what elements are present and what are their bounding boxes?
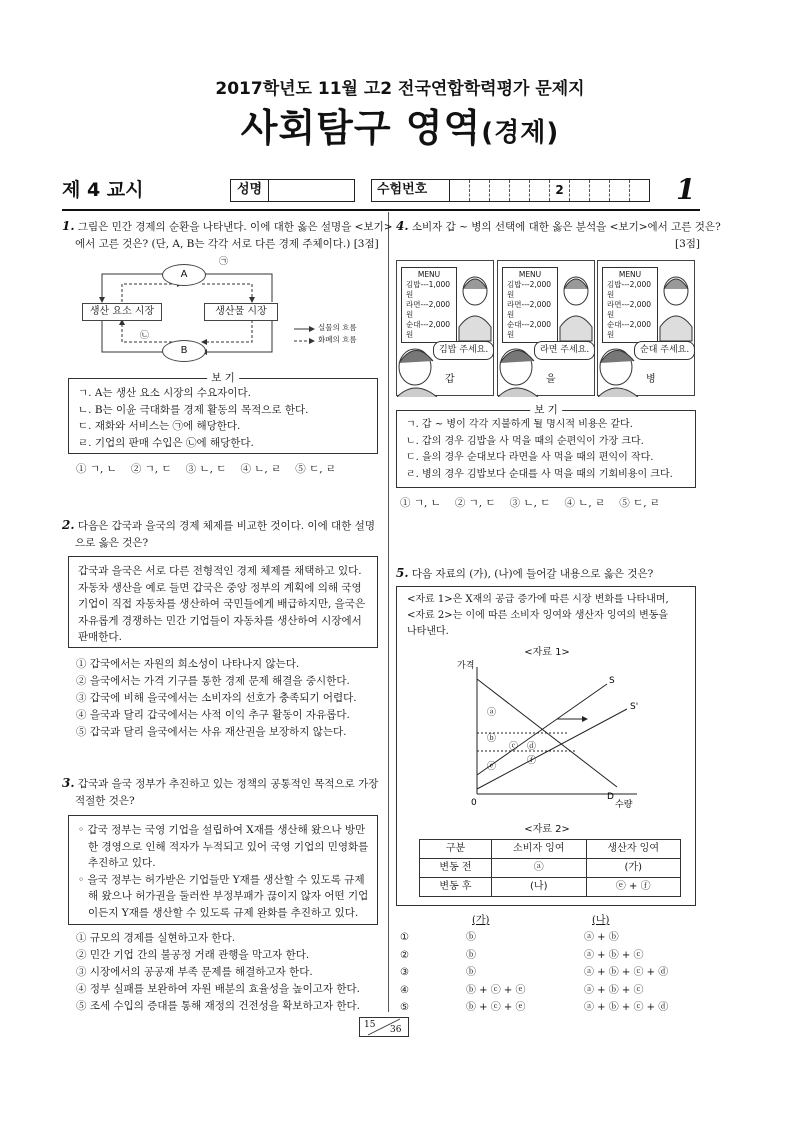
bogi-item: ㄷ. 을의 경우 순대보다 라면을 사 먹을 때의 편익이 작다. [406, 452, 654, 463]
exam-digit-cell: 2 [550, 180, 570, 201]
choice-1[interactable]: ① ㄱ, ㄴ [76, 463, 117, 475]
product-market-box: 생산물 시장 [204, 303, 278, 321]
origin-label: 0 [471, 798, 477, 808]
question-5-stem [396, 565, 700, 583]
answer-cell: ⓑ + ⓒ + ⓔ [466, 1002, 526, 1013]
exam-digit-cell [610, 180, 630, 201]
answer-header-ga: (가) [472, 915, 490, 926]
question-number: 5. [396, 566, 409, 580]
answer-number: ③ [400, 967, 409, 978]
intro-line: <자료 2>는 이에 따른 소비자 잉여와 생산자 잉여의 변동을 [407, 610, 669, 621]
name-field [230, 179, 355, 202]
choice-2[interactable]: ② ㄱ, ㄷ [130, 463, 172, 475]
bogi-item: ㄴ. B는 이윤 극대화를 경제 활동의 목적으로 한다. [78, 403, 309, 416]
stem-text: 다음은 갑국과 을국의 경제 체제를 비교한 것이다. 이에 대한 설명 [77, 520, 375, 532]
exam-digit-cell [630, 180, 649, 201]
menu-title: MENU [518, 270, 542, 279]
answer-number: ④ [400, 984, 409, 996]
cartoon-strip [396, 260, 696, 396]
person-label: 갑 [445, 374, 455, 385]
question-1-stem [62, 218, 393, 253]
table-cell: (가) [586, 859, 681, 878]
question-number: 4. [396, 219, 409, 233]
choice-1[interactable]: ① 규모의 경제를 실현하고자 한다. [76, 932, 236, 944]
choice-3[interactable]: ③ 갑국에 비해 을국에서는 소비자의 선호가 충족되기 어렵다. [76, 692, 357, 704]
bogi-item: ㄱ. A는 생산 요소 시장의 수요자이다. [78, 387, 251, 399]
menu-item: 라면---2,000원 [607, 300, 652, 319]
agent-a: A [162, 264, 206, 286]
bogi-label: 보 기 [530, 402, 562, 419]
answer-row[interactable] [400, 947, 700, 965]
cartoon-panel [396, 260, 494, 396]
stem-text: 다음 자료의 (가), (나)에 들어갈 내용으로 옳은 것은? [411, 568, 654, 580]
q5-data-box [396, 586, 696, 906]
x-axis-label: 수량 [615, 800, 633, 809]
region-label: ⓑ [487, 734, 497, 744]
mark-giyeok: ㉠ [219, 257, 229, 267]
passage-line: 기업이 직접 자동차를 생산하여 국민들에게 배급하지만, 을국은 [78, 598, 366, 610]
column-divider [388, 212, 389, 1012]
choice-5[interactable]: ⑤ 조세 수입의 증대를 통해 재정의 건전성을 확보하고자 한다. [76, 1000, 360, 1012]
page-number: 1 [676, 173, 696, 206]
answer-number: ① [400, 932, 409, 943]
total-pages: 36 [390, 1025, 402, 1035]
figure-2-title: <자료 2> [524, 824, 570, 835]
answer-row[interactable] [400, 982, 700, 1000]
question-4-stem [396, 218, 721, 253]
header-rule [62, 209, 700, 211]
answer-cell: ⓑ [466, 932, 476, 943]
exam-number-field [371, 179, 650, 202]
exam-digit-cell [570, 180, 590, 201]
stem-text: 으로 옳은 것은? [75, 537, 149, 549]
passage-line: 자동차 생산을 예로 들면 갑국은 중앙 정부의 계획에 의해 국영 [78, 581, 362, 594]
choice-1[interactable]: ① 갑국에서는 자원의 희소성이 나타나지 않는다. [76, 658, 300, 670]
graph-svg [457, 659, 647, 809]
choice-4[interactable]: ④ ㄴ, ㄹ [564, 497, 606, 509]
answer-cell: ⓐ + ⓑ + ⓒ [584, 984, 644, 996]
supply-demand-graph [457, 659, 647, 809]
choice-4[interactable]: ④ 정부 실패를 보완하여 자원 배분의 효율성을 높이고자 한다. [76, 983, 360, 995]
q4-bogi-box [396, 404, 696, 488]
menu-item: 순대---2,000원 [607, 320, 652, 339]
passage-line: ◦ 갑국 정부는 국영 기업을 설립하여 X재를 생산해 왔으나 방만 [78, 824, 366, 836]
title-subject: (경제) [481, 118, 560, 148]
answer-cell: ⓐ + ⓑ + ⓒ + ⓓ [584, 967, 669, 978]
supply-label: S [609, 676, 615, 686]
answer-row[interactable] [400, 929, 700, 947]
demand-label: D [607, 792, 614, 802]
menu-item: 순대---2,000원 [406, 320, 451, 339]
factor-market-box: 생산 요소 시장 [82, 303, 162, 321]
menu-item: 김밥---2,000원 [507, 280, 552, 299]
choice-3[interactable]: ③ ㄴ, ㄷ [185, 463, 227, 475]
passage-line: 갑국과 을국은 서로 다른 전형적인 경제 체제를 채택하고 있다. [78, 565, 362, 577]
table-header: 구분 [420, 840, 492, 859]
legend-money: 화폐의 흐름 [318, 335, 357, 344]
answer-header-row [400, 912, 700, 929]
bogi-item: ㄷ. 재화와 서비스는 ㉠에 해당한다. [78, 420, 241, 432]
question-number: 3. [62, 776, 75, 790]
answer-row[interactable] [400, 964, 700, 982]
menu-title: MENU [417, 270, 441, 279]
q2-passage-box [68, 556, 378, 648]
choice-1[interactable]: ① ㄱ, ㄴ [400, 497, 441, 509]
passage-line: ◦ 을국 정부는 허가받은 기업들만 Y재를 생산할 수 있도록 규제 [78, 873, 365, 886]
q2-choices [76, 656, 381, 741]
exam-digit-cell [530, 180, 550, 201]
question-2-stem [62, 517, 380, 552]
exam-digit-cell [470, 180, 490, 201]
period-label: 제 4 교시 [62, 179, 144, 201]
page-counter [359, 1017, 409, 1037]
intro-line: 나타낸다. [407, 626, 449, 637]
question-3-stem [62, 775, 380, 810]
name-label: 성명 [231, 180, 269, 201]
answer-cell: ⓑ [466, 949, 476, 961]
region-label: ⓒ [509, 742, 519, 752]
speech-bubble: 라면 주세요. [534, 341, 595, 360]
q1-bogi-box [68, 372, 378, 454]
table-cell: 변동 후 [420, 878, 492, 897]
table-cell: 변동 전 [420, 859, 492, 878]
person-label: 병 [646, 374, 656, 385]
y-axis-label: 가격 [457, 661, 475, 671]
answer-header-na: (나) [592, 915, 610, 926]
exam-digit-cell [590, 180, 610, 201]
passage-line: 한 경영으로 인해 적자가 누적되고 있어 국영 기업의 민영화를 [88, 840, 369, 853]
choice-4[interactable]: ④ ㄴ, ㄹ [240, 463, 282, 475]
bogi-item: ㄹ. 기업의 판매 수입은 ㉡에 해당한다. [78, 436, 254, 449]
answer-row[interactable] [400, 999, 700, 1017]
choice-2[interactable]: ② 을국에서는 가격 기구를 통한 경제 문제 해결을 중시한다. [76, 675, 350, 687]
stem-text: 소비자 갑 ~ 병의 선택에 대한 옳은 분석을 <보기>에서 고른 것은? [411, 221, 721, 233]
choice-2[interactable]: ② ㄱ, ㄷ [454, 497, 496, 509]
surplus-table [419, 839, 681, 897]
choice-4[interactable]: ④ 을국과 달리 갑국에서는 사적 이익 추구 활동이 자유롭다. [76, 709, 350, 721]
exam-digit-cell [510, 180, 530, 201]
menu-item: 김밥---2,000원 [607, 280, 652, 299]
passage-line: 판매한다. [78, 631, 122, 643]
menu-item: 라면---2,000원 [507, 300, 552, 319]
table-row [420, 859, 681, 878]
passage-line: 자유롭게 경쟁하는 민간 기업들이 자동차를 생산하여 시장에서 [78, 614, 362, 627]
exam-digit-cell [450, 180, 470, 201]
table-header: 소비자 잉여 [492, 840, 587, 859]
answer-number: ⑤ [400, 1002, 409, 1013]
stem-text: 에서 고른 것은? (단, A, B는 각각 서로 다른 경제 주체이다.) [3점] [75, 238, 379, 250]
choice-5[interactable]: ⑤ ㄷ, ㄹ [619, 497, 661, 509]
stem-text: 갑국과 을국 정부가 추진하고 있는 정책의 공통적인 목적으로 가장 [77, 778, 379, 790]
speech-bubble: 순대 주세요. [634, 341, 695, 360]
speech-bubble: 김밥 주세요. [433, 341, 494, 360]
menu-item: 라면---2,000원 [406, 300, 451, 319]
table-header: 생산자 잉여 [586, 840, 681, 859]
choice-3[interactable]: ③ 시장에서의 공공재 부족 문제를 해결하고자 한다. [76, 966, 313, 978]
person-label: 을 [546, 374, 556, 385]
mark-nieun: ㉡ [140, 331, 150, 341]
legend-real: 실물의 흐름 [318, 323, 357, 332]
table-row [420, 878, 681, 897]
intro-line: <자료 1>은 X재의 공급 증가에 따른 시장 변화를 나타내며, [407, 594, 669, 605]
answer-cell: ⓑ + ⓒ + ⓔ [466, 984, 526, 996]
cartoon-panel [597, 260, 695, 396]
question-number: 1. [62, 219, 75, 233]
menu-title: MENU [618, 270, 642, 279]
exam-subtitle: 2017학년도 11월 고2 전국연합학력평가 문제지 [215, 79, 585, 99]
q5-intro [407, 592, 689, 640]
stem-text: 그림은 민간 경제의 순환을 나타낸다. 이에 대한 옳은 설명을 <보기> [77, 221, 393, 233]
region-label: ⓓ [527, 742, 537, 752]
bogi-item: ㄴ. 갑의 경우 김밥을 사 먹을 때의 순편익이 가장 크다. [406, 435, 644, 447]
title-main: 사회탐구 영역 [240, 106, 482, 150]
answer-number: ② [400, 949, 409, 961]
choice-2[interactable]: ② 민간 기업 간의 불공정 거래 관행을 막고자 한다. [76, 949, 310, 961]
bogi-label: 보 기 [207, 370, 239, 387]
circular-flow-diagram [82, 256, 372, 364]
agent-b: B [162, 340, 206, 362]
menu-item: 순대---2,000원 [507, 320, 552, 339]
table-header-row [420, 840, 681, 859]
region-label: ⓐ [487, 708, 497, 718]
table-cell: ⓔ + ⓕ [586, 878, 681, 897]
exam-title [0, 101, 800, 156]
table-cell: ⓐ [492, 859, 587, 878]
choice-5[interactable]: ⑤ ㄷ, ㄹ [295, 463, 337, 475]
cartoon-panel [497, 260, 595, 396]
choice-3[interactable]: ③ ㄴ, ㄷ [509, 497, 551, 509]
q3-passage-box [68, 815, 378, 925]
answer-cell: ⓑ [466, 967, 476, 978]
passage-line: 추진하고 있다. [88, 857, 156, 869]
exam-digit-cell [490, 180, 510, 201]
q4-choices [400, 496, 700, 511]
exam-number-label: 수험번호 [372, 180, 450, 201]
current-page: 15 [364, 1020, 376, 1030]
supply-shifted-label: S' [630, 702, 639, 712]
bogi-item: ㄹ. 병의 경우 김밥보다 순대를 사 먹을 때의 기회비용이 크다. [406, 468, 673, 480]
answer-cell: ⓐ + ⓑ [584, 932, 619, 943]
q3-choices [76, 930, 381, 1015]
stem-text: 적절한 것은? [75, 795, 135, 807]
q5-answer-grid [400, 912, 700, 1017]
region-label: ⓔ [487, 762, 497, 772]
question-number: 2. [62, 518, 75, 532]
table-cell: (나) [492, 878, 587, 897]
passage-line: 이든지 Y재를 생산할 수 있도록 규제 완화를 추진하고 있다. [88, 906, 359, 919]
points-label: [3점] [674, 238, 700, 250]
choice-5[interactable]: ⑤ 갑국과 달리 을국에서는 사유 재산권을 보장하지 않는다. [76, 726, 347, 738]
answer-cell: ⓐ + ⓑ + ⓒ + ⓓ [584, 1002, 669, 1013]
q1-choices [76, 462, 376, 477]
answer-cell: ⓐ + ⓑ + ⓒ [584, 949, 644, 961]
passage-line: 해 왔으나 허가권을 둘러싼 부정부패가 끊이지 않자 어떤 기업 [88, 890, 369, 902]
region-label: ⓕ [527, 756, 537, 766]
bogi-item: ㄱ. 갑 ~ 병이 각각 지불하게 될 명시적 비용은 같다. [406, 419, 633, 430]
figure-1-title: <자료 1> [524, 647, 570, 658]
menu-item: 김밥---1,000원 [406, 280, 451, 299]
